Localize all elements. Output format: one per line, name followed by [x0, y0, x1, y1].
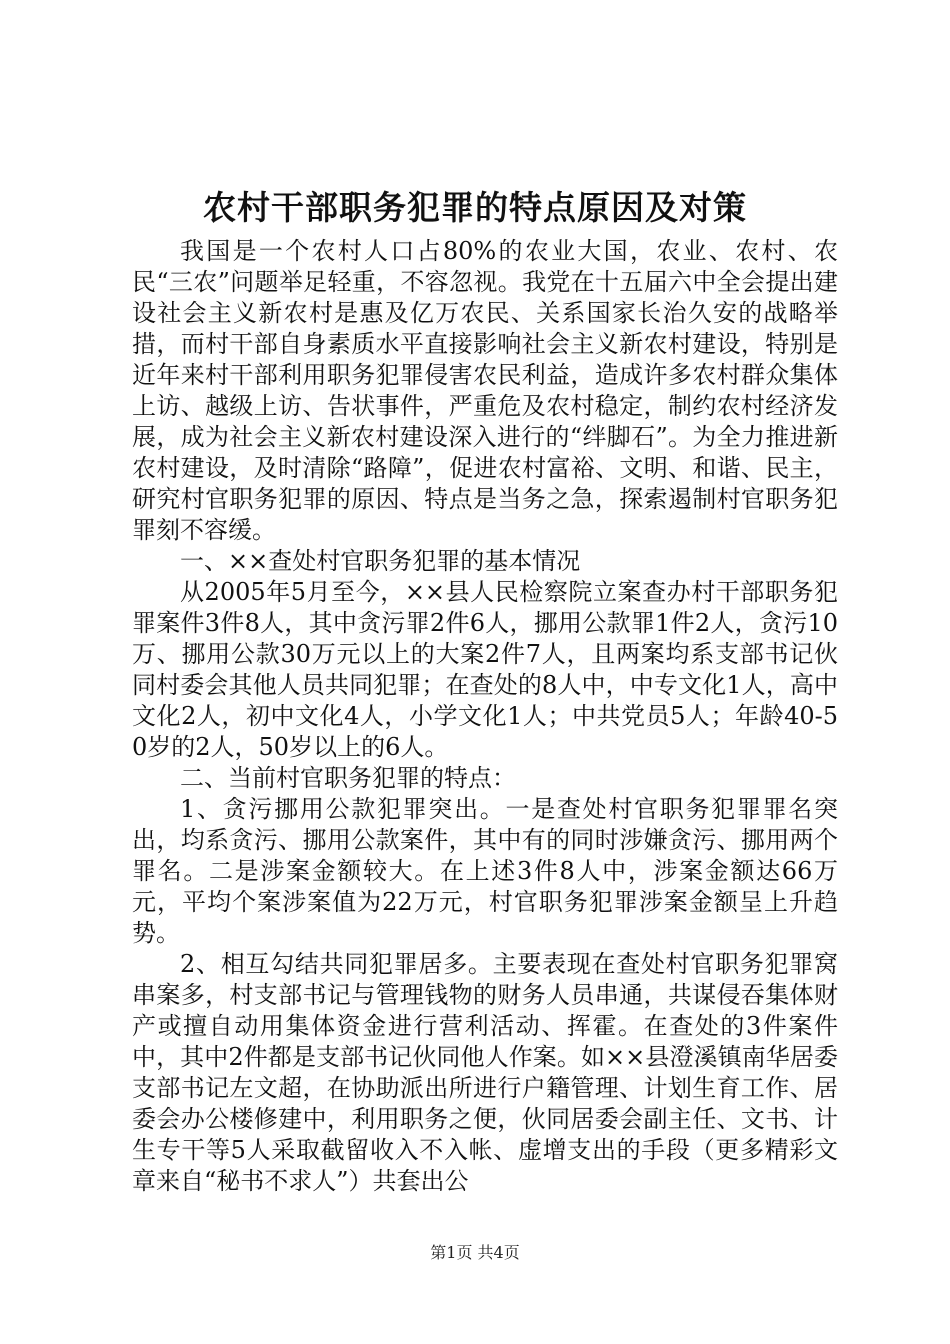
- document-title: 农村干部职务犯罪的特点原因及对策: [203, 188, 747, 227]
- paragraph-characteristic-1: 1、贪污挪用公款犯罪突出。一是查处村官职务犯罪罪名突出，均系贪污、挪用公款案件，其中有的同时涉嫌贪污、挪用两个罪名。二是涉案金额较大。在上述3件8人中，涉案金额达66万元，平均个案涉案值为22万元，村官职务犯罪涉案金额呈上升趋势。: [132, 795, 838, 947]
- section-heading-characteristics: 二、当前村官职务犯罪的特点：: [180, 764, 516, 792]
- section-heading-basic-situation: 一、××查处村官职务犯罪的基本情况: [180, 547, 581, 575]
- paragraph-intro: 我国是一个农村人口占80%的农业大国，农业、农村、农民“三农”问题举足轻重，不容忽视。我党在十五届六中全会提出建设社会主义新农村是惠及亿万农民、关系国家长治久安的战略举措，而村干部自身素质水平直接影响社会主义新农村建设，特别是近年来村干部利用职务犯罪侵害农民利益，造成许多农村群众集体上访、越级上访、告状事件，严重危及农村稳定，制约农村经济发展，成为社会主义新农村建设深入进行的“绊脚石”。为全力推进新农村建设，及时清除“路障”，促进农村富裕、文明、和谐、民主，研究村官职务犯罪的原因、特点是当务之急，探索遏制村官职务犯罪刻不容缓。: [132, 237, 838, 544]
- paragraph-characteristic-2: 2、相互勾结共同犯罪居多。主要表现在查处村官职务犯罪窝串案多，村支部书记与管理钱物的财务人员串通，共谋侵吞集体财产或擅自动用集体资金进行营利活动、挥霍。在查处的3件案件中，其中2件都是支部书记伙同他人作案。如××县澄溪镇南华居委支部书记左文超，在协助派出所进行户籍管理、计划生育工作、居委会办公楼修建中，利用职务之便，伙同居委会副主任、文书、计生专干等5人采取截留收入不入帐、虚增支出的手段（更多精彩文章来自“秘书不求人”）共套出公: [132, 950, 838, 1195]
- page-number-footer: 第1页 共4页: [430, 1243, 520, 1262]
- document-body: [132, 236, 838, 1197]
- paragraph-basic-situation: 从2005年5月至今，××县人民检察院立案查办村干部职务犯罪案件3件8人，其中贪污罪2件6人，挪用公款罪1件2人，贪污10万、挪用公款30万元以上的大案2件7人，且两案均系支部书记伙同村委会其他人员共同犯罪；在查处的8人中，中专文化1人，高中文化2人，初中文化4人，小学文化1人；中共党员5人；年龄40-50岁的2人，50岁以上的6人。: [132, 578, 838, 761]
